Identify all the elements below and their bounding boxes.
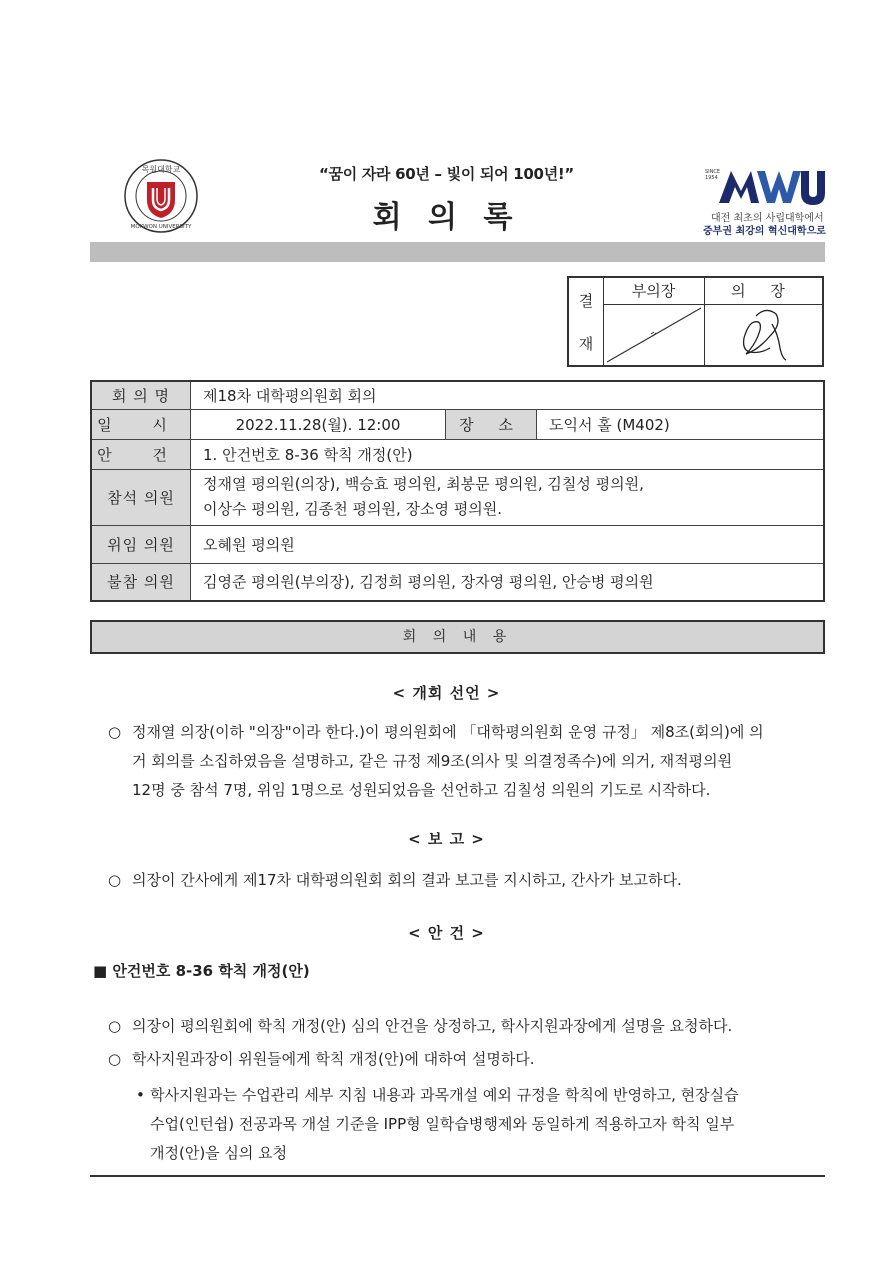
document-title: 회 의 록 — [372, 200, 521, 235]
report-paragraph — [108, 866, 828, 895]
report-section-title: < 보 고 > — [408, 830, 485, 848]
vice-chair-signature-slot — [603, 304, 705, 365]
table-row — [91, 381, 824, 409]
dot-bullet-icon: • — [136, 1086, 145, 1104]
bullet-line-1: 학사지원과는 수업관리 세부 지침 내용과 과목개설 예외 규정을 학칙에 반영하고, 현장실습 — [150, 1086, 739, 1104]
proxy-label: 위임 의원 — [91, 525, 191, 563]
table-row — [91, 439, 824, 469]
diagonal-strike — [603, 304, 703, 366]
approval-label-bottom: 재 — [578, 334, 594, 353]
bullet-line-2: 수업(인턴쉽) 전공과목 개설 기준을 IPP형 일학습병행제와 동일하게 적용하고자 학칙 일부 — [150, 1115, 735, 1133]
circle-bullet-icon: ○ — [108, 1017, 122, 1035]
table-row — [91, 525, 824, 563]
opening-paragraph — [108, 718, 828, 805]
svg-text:1954: 1954 — [705, 175, 718, 181]
opening-section-title: < 개회 선언 > — [392, 684, 501, 702]
meeting-info-table — [90, 380, 825, 602]
slogan: “꿈이 자라 60년 – 빛이 되어 100년!” — [319, 165, 574, 183]
place-label: 장 소 — [446, 409, 537, 439]
attendees-label: 참석 의원 — [91, 469, 191, 525]
svg-text:MOKWON UNIVERSITY: MOKWON UNIVERSITY — [130, 224, 192, 230]
absent-value: 김영준 평의원(부의장), 김정희 평의원, 장자영 평의원, 안승병 평의원 — [191, 563, 825, 601]
agenda-label: 안 건 — [91, 439, 191, 469]
agenda-heading: ■ 안건번호 8-36 학칙 개정(안) — [93, 962, 310, 980]
svg-text:SINCE: SINCE — [705, 169, 721, 175]
agenda-bullet-detail — [136, 1081, 828, 1168]
svg-text:목원대학교: 목원대학교 — [141, 165, 181, 174]
circle-bullet-icon: ○ — [108, 1050, 122, 1068]
attendees-line-1: 정재열 평의원(의장), 백승효 평의원, 최봉문 평의원, 김칠성 평의원, — [203, 475, 644, 493]
chair-signature — [704, 304, 822, 366]
agenda-item-1-text: 의장이 평의원회에 학칙 개정(안) 심의 안건을 상정하고, 학사지원과장에게 설명을 요청하다. — [132, 1017, 733, 1035]
logo-line-1: 대전 최초의 사립대학에서 — [711, 213, 824, 224]
meeting-name-label: 회 의 명 — [91, 381, 191, 409]
agenda-item-1 — [108, 1012, 828, 1041]
date-label: 일 시 — [91, 409, 191, 439]
approval-chair-header: 의 장 — [704, 278, 822, 305]
opening-line-1: 정재열 의장(이하 "의장"이라 한다.)이 평의원회에 「대학평의원회 운영 규정」 제8조(회의)에 의 — [132, 723, 764, 741]
approval-label-column — [569, 278, 604, 365]
chair-signature-slot — [704, 304, 822, 365]
agenda-section-title: < 안 건 > — [408, 924, 485, 942]
attendees-value — [191, 469, 825, 525]
content-header-bar: 회 의 내 용 — [90, 620, 825, 654]
absent-label: 불참 의원 — [91, 563, 191, 601]
attendees-line-2: 이상수 평의원, 김종천 평의원, 장소영 평의원. — [203, 500, 502, 518]
logo-line-2: 중부권 최강의 혁신대학으로 — [703, 226, 826, 237]
header-band — [90, 242, 825, 262]
bullet-line-3: 개정(안)을 심의 요청 — [150, 1144, 288, 1162]
approval-box — [567, 276, 824, 367]
opening-line-2: 거 회의를 소집하였음을 설명하고, 같은 규정 제9조(의사 및 의결정족수)에 의거, 재적평의원 — [132, 752, 733, 770]
meeting-name-value: 제18차 대학평의원회 회의 — [191, 381, 825, 409]
approval-label-top: 결 — [578, 291, 594, 310]
table-row — [91, 409, 824, 439]
table-row — [91, 469, 824, 525]
report-line-1: 의장이 간사에게 제17차 대학평의원회 회의 결과 보고를 지시하고, 간사가 보고하다. — [132, 871, 682, 889]
agenda-item-2 — [108, 1045, 828, 1074]
table-row — [91, 563, 824, 601]
approval-vice-chair-header: 부의장 — [603, 278, 705, 305]
opening-line-3: 12명 중 참석 7명, 위임 1명으로 성원되었음을 선언하고 김칠성 의원의 기도로 시작하다. — [132, 781, 711, 799]
proxy-value: 오혜원 평의원 — [191, 525, 825, 563]
circle-bullet-icon: ○ — [108, 723, 122, 741]
place-value: 도익서 홀 (M402) — [537, 409, 825, 439]
circle-bullet-icon: ○ — [108, 871, 122, 889]
agenda-item-2-text: 학사지원과장이 위원들에게 학칙 개정(안)에 대하여 설명하다. — [132, 1050, 535, 1068]
date-value: 2022.11.28(월). 12:00 — [191, 409, 446, 439]
bottom-divider — [90, 1175, 825, 1177]
mwu-logo — [703, 165, 828, 235]
agenda-value: 1. 안건번호 8-36 학칙 개정(안) — [191, 439, 825, 469]
